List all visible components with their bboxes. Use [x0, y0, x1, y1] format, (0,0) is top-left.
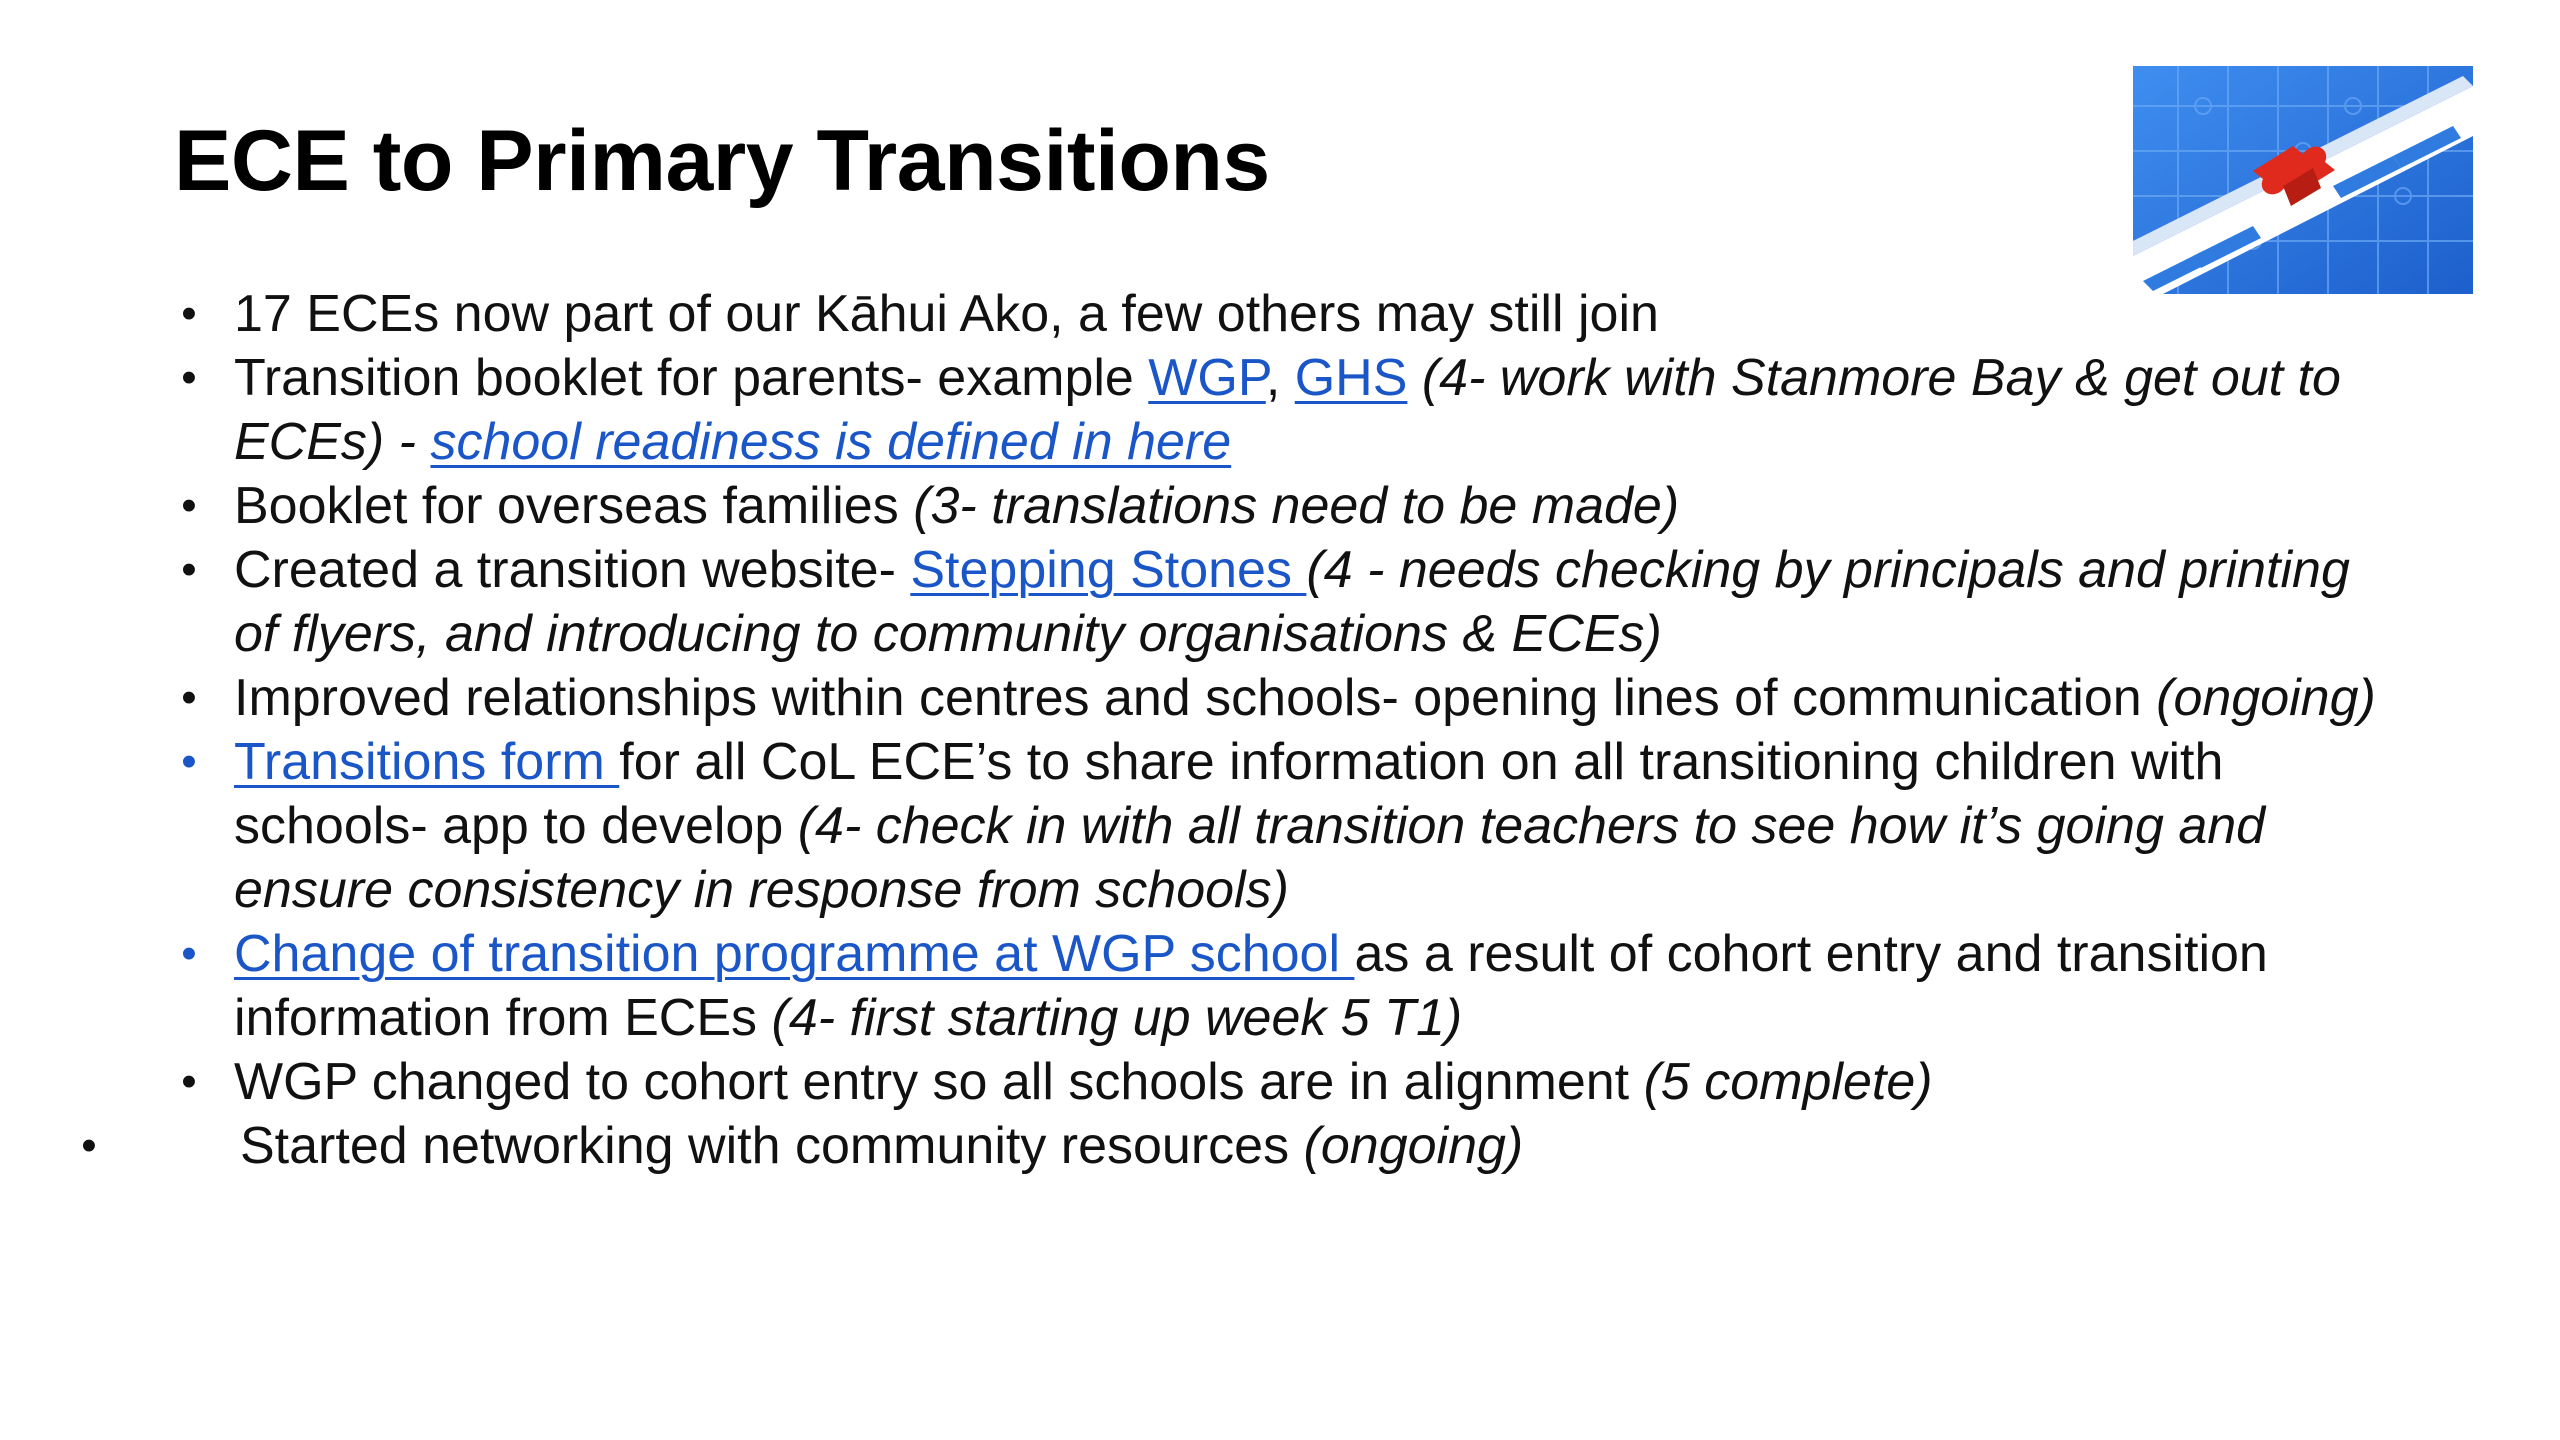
list-item — [174, 538, 2404, 666]
link-change-of-transition-programme[interactable]: Change of transition programme at WGP school — [234, 925, 1355, 983]
link-transitions-form[interactable]: Transitions form — [234, 733, 620, 791]
bullet-text: Started networking with community resources — [240, 1117, 1304, 1175]
bullet-note: (4 - needs checking by principals and printing of flyers, and introducing to community organisations & ECEs) — [234, 541, 2350, 663]
bullet-note: (4- first starting up week 5 T1) — [771, 989, 1463, 1047]
link-ghs[interactable]: GHS — [1294, 349, 1408, 407]
bullet-marker: • — [181, 545, 197, 594]
link-stepping-stones[interactable]: Stepping Stones — [910, 541, 1307, 599]
bullet-note: (ongoing) — [2156, 669, 2376, 727]
bullet-note: (ongoing) — [1303, 1117, 1524, 1175]
bullet-text: Improved relationships within centres and schools- opening lines of communication — [234, 669, 2157, 727]
puzzle-bridge-icon — [2133, 66, 2473, 294]
bullet-marker: • — [181, 353, 197, 402]
list-item — [174, 282, 2404, 346]
bullet-text: as a result of cohort entry and transition information from ECEs — [234, 925, 2268, 1047]
list-item — [74, 1114, 2404, 1178]
list-item — [174, 730, 2404, 922]
bullet-list — [81, 282, 2404, 1178]
list-item — [174, 474, 2404, 538]
bullet-note: (5 complete) — [1643, 1053, 1933, 1111]
bullet-text: for all CoL ECE’s to share information on all transitioning children with schools- app to develop — [234, 733, 2224, 855]
list-item — [174, 1050, 2404, 1114]
bullet-text: Transition booklet for parents- example — [234, 349, 1149, 407]
slide-title: ECE to Primary Transitions — [174, 113, 1270, 209]
bullet-marker: • — [181, 737, 197, 786]
bullet-text: WGP changed to cohort entry so all schools are in alignment — [234, 1053, 1644, 1111]
bullet-text: Created a transition website- — [234, 541, 911, 599]
bullet-text: Booklet for overseas families — [234, 477, 914, 535]
separator: , — [1265, 349, 1295, 407]
bullet-marker: • — [181, 673, 197, 722]
bullet-marker: • — [81, 1121, 97, 1170]
bullet-text: 17 ECEs now part of our Kāhui Ako, a few others may still join — [234, 285, 1659, 343]
bullet-note: (4- check in with all transition teachers to see how it’s going and ensure consistency in response from schools) — [234, 797, 2266, 919]
bullet-marker: • — [181, 929, 197, 978]
link-wgp[interactable]: WGP — [1148, 349, 1266, 407]
bullet-note: (4- work with Stanmore Bay & get out to ECEs) - — [234, 349, 2341, 471]
list-item — [174, 922, 2404, 1050]
list-item — [174, 346, 2404, 474]
bullet-note: (3- translations need to be made) — [913, 477, 1680, 535]
list-item — [174, 666, 2404, 730]
bullet-marker: • — [181, 1057, 197, 1106]
bullet-marker: • — [181, 481, 197, 530]
link-school-readiness[interactable]: school readiness is defined in here — [430, 413, 1232, 471]
bullet-marker: • — [181, 289, 197, 338]
